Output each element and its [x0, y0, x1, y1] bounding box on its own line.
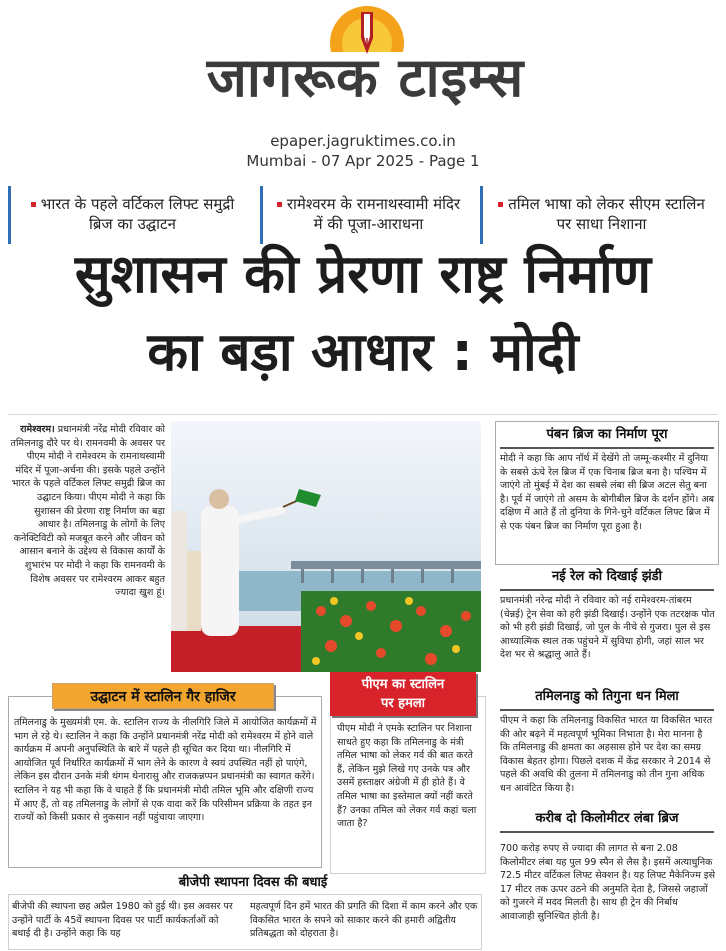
bullet-icon — [31, 202, 36, 207]
divider — [500, 447, 714, 449]
divider — [500, 831, 714, 833]
edition-line: Mumbai - 07 Apr 2025 - Page 1 — [246, 152, 480, 170]
bjp-heading: बीजेपी स्थापना दिवस की बधाई — [178, 875, 328, 890]
headline-line-1: सुशासन की प्रेरणा राष्ट्र निर्माण — [74, 244, 652, 305]
bullet-icon — [498, 202, 503, 207]
side-heading-3: तमिलनाडु को तिगुना धन मिला — [535, 689, 679, 704]
highlight-3: तमिल भाषा को लेकर सीएम स्टालिन पर साधा निशाना — [480, 186, 718, 244]
attack-tag: पीएम का स्टालिन पर हमला — [330, 672, 476, 716]
highlight-1: भारत के पहले वर्टिकल लिफ्ट समुद्री ब्रिज का उद्घाटन — [8, 186, 252, 244]
side-text-2: प्रधानमंत्री नरेन्द्र मोदी ने रविवार को नई रामेश्वरम-तांबरम (चेन्नई) ट्रेन सेवा को हरी झंडी दिखाई। उन्होंने एक तटरक्षक पोत को भी हरी झंडी दिखाई, जो पुल के नीचे से गुजरा। पुल से इस आध्यात्मिक स्थल तक पहुंचने में सुविधा होगी, जहां साल भर देश भर से श्रद्धालु आते हैं। — [500, 595, 715, 661]
highlight-2: रामेश्वरम के रामनाथस्वामी मंदिर में की पूजा-आराधना — [260, 186, 472, 244]
masthead-logo: जागरूक टाइम्स — [206, 46, 525, 109]
site-url[interactable]: epaper.jagruktimes.co.in — [270, 132, 456, 150]
divider — [500, 589, 714, 591]
stalin-tag: उद्घाटन में स्टालिन गैर हाजिर — [52, 683, 274, 709]
side-heading-1: पंबन ब्रिज का निर्माण पूरा — [546, 427, 668, 442]
side-text-4: 700 करोड़ रुपए से ज्यादा की लागत से बना 2.08 किलोमीटर लंबा यह पुल 99 स्पैन से लैस है। इसमें अत्याधुनिक 72.5 मीटर वर्टिकल लिफ्ट सेक्शन है। यह लिफ्ट मैकेनिज्म इसे 17 मीटर तक ऊपर उठने की अनुमति देता है, जिससे जहाजों को गुजरने में मदद मिलती है। साथ ही ट्रेन की निर्बाध आवाजाही सुनिश्चित होती है। — [500, 843, 716, 922]
headline-line-2: का बड़ा आधार : मोदी — [147, 322, 579, 383]
bjp-text-col2: महत्वपूर्ण दिन हमें भारत की प्रगति की दिशा में काम करने और एक विकसित भारत के सपने को साकार करने की हमारी अद्वितीय प्रतिबद्धता को दोहराता है। — [250, 901, 478, 940]
side-heading-4: करीब दो किलोमीटर लंबा ब्रिज — [535, 811, 679, 826]
side-heading-2: नई रेल को दिखाई झंडी — [552, 569, 662, 584]
divider — [8, 414, 718, 415]
bjp-text-col1: बीजेपी की स्थापना छह अप्रैल 1980 को हुई थी। इस अवसर पर उन्होंने पार्टी के 45वें स्थापना दिवस पर पार्टी कार्यकर्ताओं को बधाई दी है। उन्होंने कहा कि यह — [12, 901, 233, 940]
bullet-icon — [277, 202, 282, 207]
photo-modi-flag — [171, 421, 481, 672]
stalin-text: तमिलनाडु के मुख्यमंत्री एम. के. स्टालिन राज्य के नीलगिरि जिले में आयोजित कार्यक्रमों में भाग ले रहे थे। स्टालिन ने कहा कि उन्होंने प्रधानमंत्री नरेंद्र मोदी को रामेश्वरम में होने वाले कार्यक्रम में अपनी अनुपस्थिति के बारे में पहले ही सूचित कर दिया था। नीलगिरि में आयोजित पूर्व निर्धारित कार्यक्रमों में भाग लेने के कारण वे स्वयं उपस्थित नहीं हो पाएंगे, लेकिन इस दौरान उनके मंत्री थंगम थेनारासु और राजकन्नप्पन प्रधानमंत्री का स्वागत करेंगे। स्टालिन ने यह भी कहा कि वे चाहते हैं कि प्रधानमंत्री मोदी तमिल भूमि और दक्षिणी राज्य में आए हैं, तो वह तमिलनाडु के लोगों से एक वादा करें कि परिसीमन प्रक्रिया के तहत इन राज्यों को किसी प्रकार से नुकसान नहीं पहुंचाया जाएगा। — [14, 717, 317, 824]
attack-text: पीएम मोदी ने एमके स्टालिन पर निशाना साधते हुए कहा कि तमिलनाडु के मंत्री तमिल भाषा को लेकर गर्व की बात करते हैं, लेकिन मुझे लिखे गए उनके पत्र और उसमें हस्ताक्षर अंग्रेजी में ही होते हैं। वे तमिल भाषा का इस्तेमाल क्यों नहीं करते हैं? उनका तमिल को लेकर गर्व कहां चला जाता है? — [337, 723, 477, 830]
side-text-1: मोदी ने कहा कि आप नॉर्थ में देखेंगे तो जम्मू-कश्मीर में दुनिया के सबसे ऊंचे रेल ब्रिज में एक चिनाब ब्रिज बना है। पश्चिम में जाएंगे तो मुंबई में देश का सबसे लंबा सी ब्रिज अटल सेतु बना है। पूर्व में जाएंगे तो असम के बोगीबील ब्रिज के दर्शन होंगे। अब दक्षिण में आते हैं तो दुनिया के गिने-चुने वर्टिकल लिफ्ट ब्रिज में से एक पंबन ब्रिज का निर्माण पूरा हुआ है। — [500, 453, 715, 532]
side-text-3: पीएम ने कहा कि तमिलनाडु विकसित भारत या विकसित भारत की ओर बढ़ने में महत्वपूर्ण भूमिका निभाता है। मेरा मानना है कि तमिलनाडु की क्षमता का अहसास होने पर देश का समग्र विकास बेहतर होगा। पिछले दशक में केंद्र सरकार ने 2014 से पहले की अवधि की तुलना में तमिलनाडु को तीन गुना अधिक धन आवंटित किया है। — [500, 715, 713, 794]
lead-paragraph: रामेश्वरम। प्रधानमंत्री नरेंद्र मोदी रविवार को तमिलनाडु दौरे पर थे। रामनवमी के अवसर पर पीएम मोदी ने रामेश्वरम के रामनाथस्वामी मंदिर में पूजा-अर्चना की। इसके पहले उन्होंने भारत के पहले वर्टिकल लिफ्ट समुद्री ब्रिज का उद्घाटन किया। पीएम मोदी ने कहा कि सुशासन की प्रेरणा राष्ट्र निर्माण का बड़ा आधार है। तमिलनाडु के लोगों के लिए कनेक्टिविटी को मजबूत करने और जीवन को आसान बनाने के उद्देश्य से विकास कार्यों के शुभारंभ पर मोदी ने कहा कि रामनवमी के विशेष अवसर पर रामेश्वरम आकर बहुत ज्यादा खुश हूं। — [10, 424, 165, 599]
divider — [500, 709, 714, 711]
